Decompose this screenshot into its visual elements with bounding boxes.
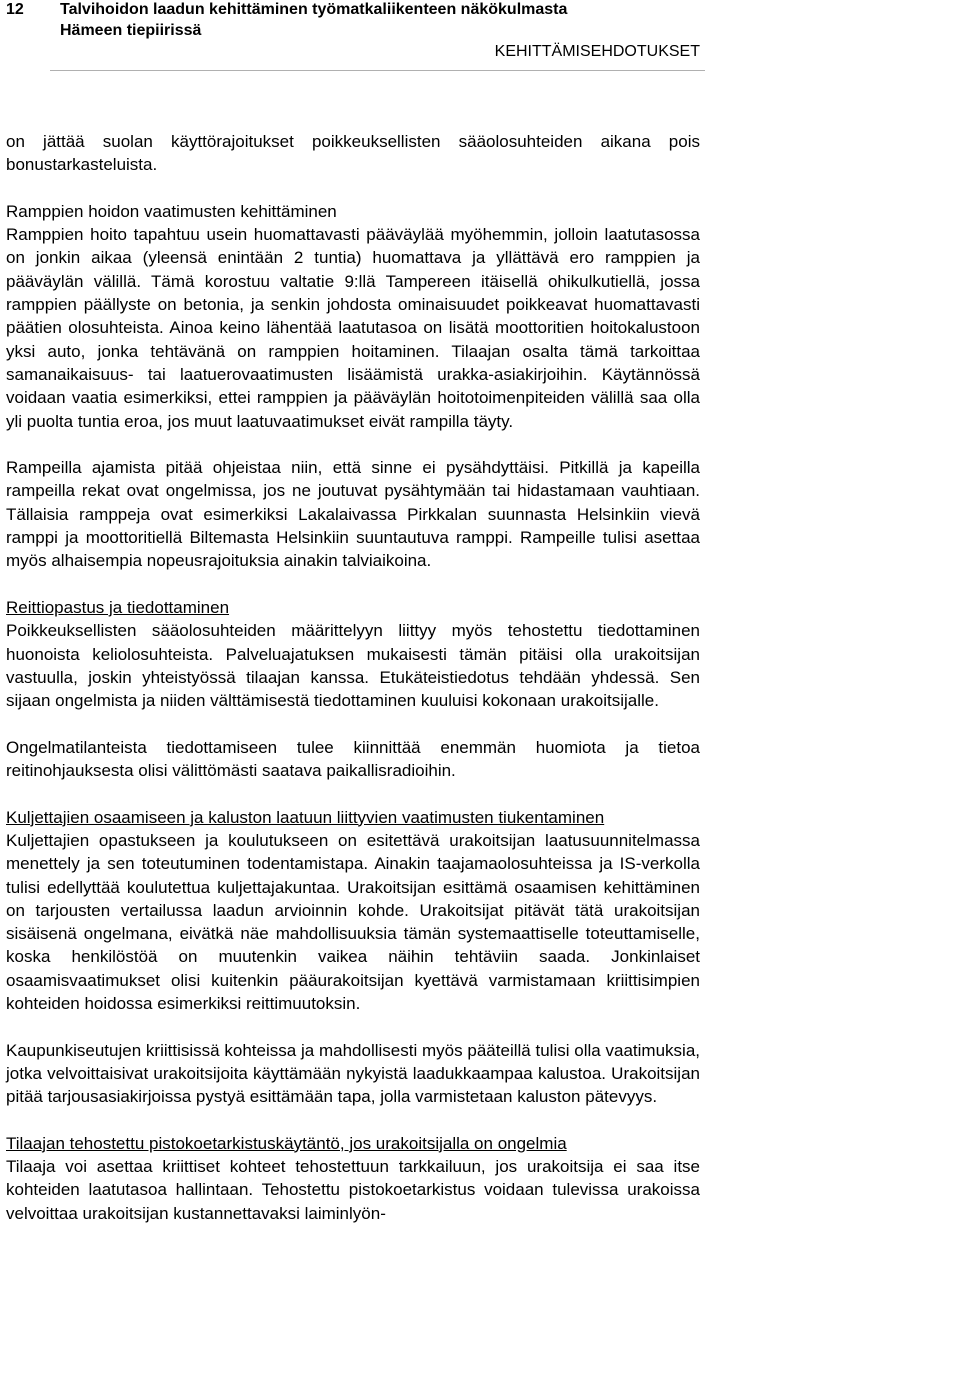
heading-driver-requirements: Kuljettajien osaamiseen ja kaluston laatuun liittyvien vaatimusten tiukentaminen [6,807,605,827]
header-divider [50,70,705,71]
paragraph-route-guidance-2: Ongelmatilanteista tiedottamiseen tulee kiinnittää enemmän huomiota ja tietoa reitinohjauksesta olisi välittömästi saatava paikallisradioihin. [6,737,700,781]
heading-spot-checks: Tilaajan tehostettu pistokoetarkistuskäytäntö, jos urakoitsijalla on ongelmia [6,1133,567,1153]
paragraph-route-guidance-1: Poikkeuksellisten sääolosuhteiden määrittelyyn liittyy myös tehostettu tiedottaminen huonoista keliolosuhteista. Palveluajatuksen mukaisesti tämän pitäisi olla urakoitsijan vastuulla, joskin yhteistyössä tilaajan kanssa. Etukäteistiedotus tehdään yhdessä. Sen sijaan ongelmista ja niiden välttämisestä tiedottaminen kuuluisi kokonaan urakoitsijalle. [6,621,700,711]
document-subtitle: Hämeen tiepiirissä [60,22,202,39]
page-header [0,0,960,74]
heading-ramps: Ramppien hoidon vaatimusten kehittäminen [6,201,337,221]
page-number: 12 [6,1,24,18]
section-label: KEHITTÄMISEHDOTUKSET [494,43,700,60]
paragraph-intro: on jättää suolan käyttörajoitukset poikkeuksellisten sääolosuhteiden aikana pois bonustarkasteluista. [6,132,700,175]
paragraph-driver-requirements-1: Kuljettajien opastukseen ja koulutukseen on esitettävä urakoitsijan laatusuunnitelmassa menettely ja sen toteutuminen todentamistapa. Ainakin taajamaolosuhteissa ja IS-verkolla tulisi edellyttää koulutettua kuljettajakuntaa. Urakoitsijan esittämä osaamisen kehittäminen on tarjousten vertailussa laadun arvioinnin kohde. Urakoitsijat pitävät tätä urakoitsijan sisäisenä ongelmana, eivätkä näe mahdollisuuksia tämän systemaattiselle toteuttamiselle, koska henkilöstöä on muutenkin vaikea näihin tehtäviin saada. Jonkinlaiset osaamisvaatimukset olisi kuitenkin pääurakoitsijan kyettävä varmistamaan kriittisimpien kohteiden hoidossa esimerkiksi reittimuutoksin. [6,830,700,1013]
document-body [6,130,700,1225]
paragraph-spot-checks: Tilaaja voi asettaa kriittiset kohteet tehostettuun tarkkailuun, jos urakoitsija ei saa itse kohteiden laatutasoa hallintaan. Tehostettu pistokoetarkistus voidaan tulevissa urakoissa velvoittaa urakoitsijan kustannettavaksi laiminlyön- [6,1157,700,1223]
document-title: Talvihoidon laadun kehittäminen työmatkaliikenteen näkökulmasta [60,1,568,18]
paragraph-ramps-1: Ramppien hoito tapahtuu usein huomattavasti pääväylää myöhemmin, jolloin laatutasossa on jonkin aikaa (yleensä enintään 2 tuntia) huomattava ja yllättävä ero ramppien ja pääväylän välillä. Tämä korostuu valtatie 9:llä Tampereen itäisellä ohikulkutiellä, jossa ramppien päällyste on betonia, ja senkin johdosta ominaisuudet poikkeavat huomattavasti päätien olosuhteista. Ainoa keino lähentää laatutasoa on lisätä moottoritien hoitokalustoon yksi auto, jonka tehtävänä on ramppien hoitaminen. Tilaajan osalta tämä tarkoittaa samanaikaisuus- tai laatuerovaatimusten lisäämistä urakka-asiakirjoihin. Käytännössä voidaan vaatia esimerkiksi, ettei ramppien ja pääväylän hoitotoimenpiteiden välillä saa olla yli puolta tuntia eroa, jos muut laatuvaatimukset eivät rampilla täyty. [6,225,700,431]
paragraph-ramps-2: Rampeilla ajamista pitää ohjeistaa niin, että sinne ei pysähdyttäisi. Pitkillä ja kapeilla rampeilla rekat ovat ongelmissa, jos ne joutuvat pysähtymään tai hidastamaan vauhtiaan. Tällaisia ramppeja ovat esimerkiksi Lakalaivassa Pirkkalan suunnasta Helsinkiin vievä ramppi ja moottoritiellä Biltemasta Helsinkiin suuntautuva ramppi. Rampeille tulisi asettaa myös alhaisempia nopeusrajoituksia ainakin talviaikoina. [6,458,700,571]
paragraph-driver-requirements-2: Kaupunkiseutujen kriittisissä kohteissa ja mahdollisesti myös pääteillä tulisi olla vaatimuksia, jotka velvoittaisivat urakoitsijoita käyttämään nykyistä laadukkaampaa kalustoa. Urakoitsijan pitää tarjousasiakirjoissa pystyä esittämään tapa, jolla varmistetaan kaluston pätevyys. [6,1040,700,1107]
heading-route-guidance: Reittiopastus ja tiedottaminen [6,597,230,617]
